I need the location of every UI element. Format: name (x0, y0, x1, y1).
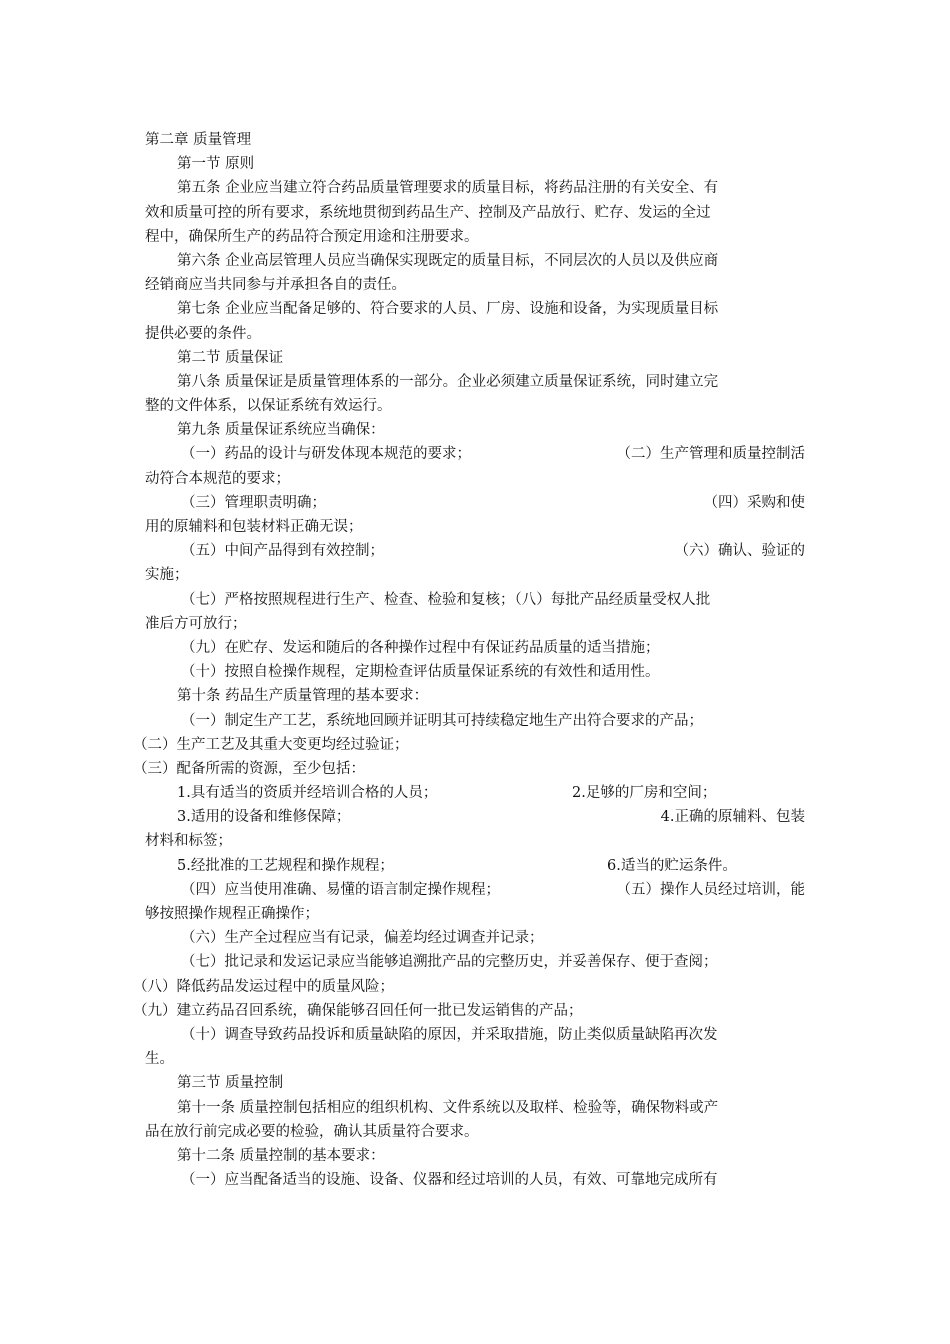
article-6-line: 经销商应当共同参与并承担各自的责任。 (145, 277, 406, 294)
list-item: （十）调查导致药品投诉和质量缺陷的原因，并采取措施，防止类似质量缺陷再次发 (181, 1026, 718, 1043)
resource-item: 6.适当的贮运条件。 (607, 857, 737, 874)
article-5-line: 效和质量可控的所有要求，系统地贯彻到药品生产、控制及产品放行、贮存、发运的全过 (145, 204, 711, 221)
list-item-continuation: 实施； (145, 567, 189, 584)
list-item: （六）生产全过程应当有记录，偏差均经过调查并记录； (181, 930, 544, 947)
article-8-line: 整的文件体系，以保证系统有效运行。 (145, 398, 392, 415)
article-10-line: 第十条 药品生产质量管理的基本要求： (177, 688, 429, 705)
article-9-items-row (145, 491, 805, 515)
article-5-line: 程中，确保所生产的药品符合预定用途和注册要求。 (145, 228, 479, 245)
list-item: （一）药品的设计与研发体现本规范的要求； (181, 446, 471, 463)
resource-item: 3.适用的设备和维修保障； (177, 809, 351, 826)
article-6-line: 第六条 企业高层管理人员应当确保实现既定的质量目标，不同层次的人员以及供应商 (177, 252, 719, 269)
list-item: （七）批记录和发运记录应当能够追溯批产品的完整历史，并妥善保存、便于查阅； (181, 954, 718, 971)
resource-item: 2.足够的厂房和空间； (572, 785, 717, 802)
list-item: （三）配备所需的资源，至少包括： (133, 760, 365, 777)
list-item-continuation: 动符合本规范的要求； (145, 470, 290, 487)
list-item: （一）制定生产工艺，系统地回顾并证明其可持续稳定地生产出符合要求的产品； (181, 712, 703, 729)
list-item: （九）建立药品召回系统，确保能够召回任何一批已发运销售的产品； (133, 1002, 583, 1019)
section-title: 第三节 质量控制 (177, 1075, 284, 1092)
resource-item: 5.经批准的工艺规程和操作规程； (177, 857, 394, 874)
article-10-items-row (145, 878, 805, 902)
article-9-items-row (145, 539, 805, 563)
list-item-continuation: 生。 (145, 1051, 174, 1068)
list-item: （七）严格按照规程进行生产、检查、检验和复核；（八）每批产品经质量受权人批 (181, 591, 711, 608)
list-item: （九）在贮存、发运和随后的各种操作过程中有保证药品质量的适当措施； (181, 639, 660, 656)
resource-item: 4.正确的原辅料、包装 (660, 809, 805, 826)
list-item: （四）应当使用准确、易懂的语言制定操作规程； (181, 881, 500, 898)
article-9-items-row (145, 442, 805, 466)
list-item: （二）生产工艺及其重大变更均经过验证； (133, 736, 409, 753)
list-item: （三）管理职责明确； (181, 494, 326, 511)
resource-item-continuation: 材料和标签； (145, 833, 232, 850)
chapter-title: 第二章 质量管理 (145, 132, 252, 148)
list-item: （六）确认、验证的 (674, 543, 805, 560)
article-11-line: 品在放行前完成必要的检验，确认其质量符合要求。 (145, 1123, 479, 1140)
list-item-continuation: 准后方可放行； (145, 615, 247, 632)
resource-items-row (145, 805, 805, 829)
article-7-line: 第七条 企业应当配备足够的、符合要求的人员、厂房、设施和设备，为实现质量目标 (177, 301, 719, 318)
resource-items-row (145, 781, 805, 805)
resource-items-row (145, 854, 805, 878)
list-item: （一）应当配备适当的设施、设备、仪器和经过培训的人员，有效、可靠地完成所有 (181, 1172, 718, 1189)
list-item: （八）降低药品发运过程中的质量风险； (133, 978, 394, 995)
article-12-line: 第十二条 质量控制的基本要求： (177, 1147, 385, 1164)
article-9-line: 第九条 质量保证系统应当确保： (177, 422, 385, 439)
section-title: 第二节 质量保证 (177, 349, 284, 366)
article-8-line: 第八条 质量保证是质量管理体系的一部分。企业必须建立质量保证系统，同时建立完 (177, 373, 719, 390)
list-item-continuation: 够按照操作规程正确操作； (145, 906, 319, 922)
list-item: （十）按照自检操作规程，定期检查评估质量保证系统的有效性和适用性。 (181, 664, 660, 681)
article-5-line: 第五条 企业应当建立符合药品质量管理要求的质量目标，将药品注册的有关安全、有 (177, 180, 719, 197)
list-item: （五）操作人员经过培训，能 (616, 881, 805, 898)
article-7-line: 提供必要的条件。 (145, 325, 261, 342)
list-item-continuation: 用的原辅料和包装材料正确无误； (145, 519, 363, 535)
list-item: （五）中间产品得到有效控制； (181, 543, 384, 560)
list-item: （二）生产管理和质量控制活 (616, 446, 805, 463)
list-item: （四）采购和使 (703, 494, 805, 511)
resource-item: 1.具有适当的资质并经培训合格的人员； (177, 785, 438, 802)
document-body (133, 128, 805, 1192)
article-11-line: 第十一条 质量控制包括相应的组织机构、文件系统以及取样、检验等，确保物料或产 (177, 1099, 719, 1116)
section-title: 第一节 原则 (177, 156, 255, 173)
